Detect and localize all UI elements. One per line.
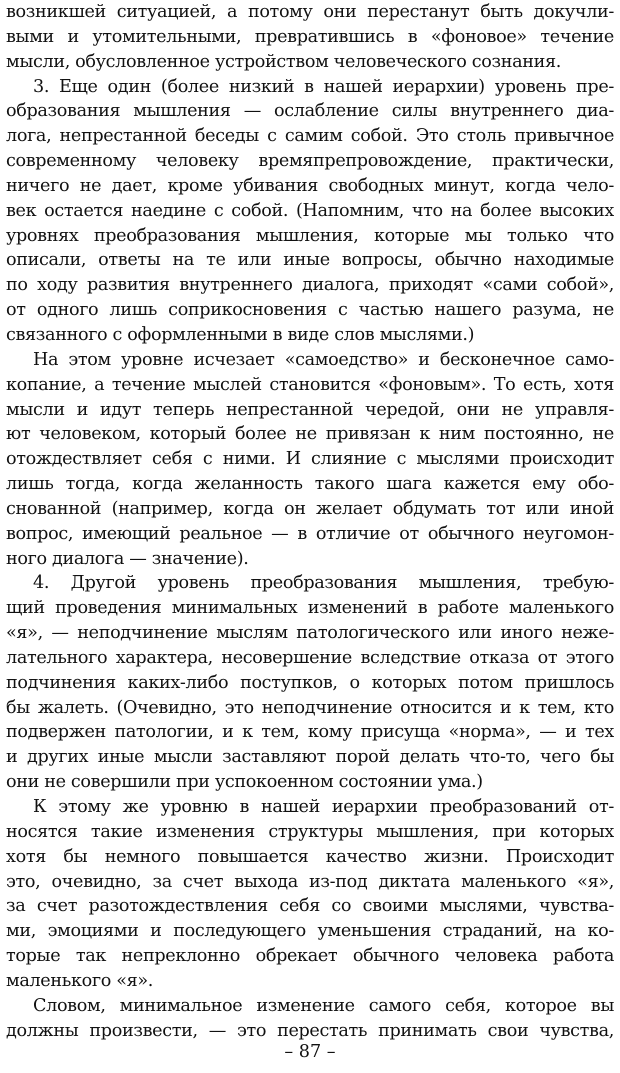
text-line: и других иные мысли заставляют порой делать что-то, чего бы <box>6 747 614 768</box>
text-line: связанного с оформленными в виде слов мыслями.) <box>6 324 475 345</box>
text-line: век остается наедине с собой. (Напомним, что на более высоких <box>6 200 614 221</box>
paragraph <box>6 75 614 348</box>
text-line: ничего не дает, кроме убивания свободных минут, когда чело- <box>6 175 614 196</box>
text-line: 4. Другой уровень преобразования мышления, требую- <box>33 573 614 594</box>
text-line: копание, а течение мыслей становится «фоновым». То есть, хотя <box>6 374 614 395</box>
text-line: «я», — неподчинение мыслям патологического или иного неже- <box>6 623 614 644</box>
text-line: от одного лишь соприкосновения с частью нашего разума, не <box>6 300 614 321</box>
text-line: подчинения каких-либо поступков, о которых потом пришлось <box>6 672 614 693</box>
text-line: это, очевидно, за счет выхода из-под диктата маленького «я», <box>6 871 614 892</box>
text-line: 3. Еще один (более низкий в нашей иерархии) уровень пре- <box>33 76 614 97</box>
text-line: щий проведения минимальных изменений в работе маленького <box>6 598 614 619</box>
text-line: уровнях преобразования мышления, которые мы только что <box>6 225 614 246</box>
paragraph <box>6 795 614 994</box>
paragraph <box>6 994 614 1044</box>
body-text <box>6 0 614 1043</box>
text-line: по ходу развития внутреннего диалога, приходят «сами собой», <box>6 275 614 296</box>
text-line: ного диалога — значение). <box>6 548 249 569</box>
text-line: снованной (например, когда он желает обдумать тот или иной <box>6 498 614 519</box>
text-line: маленького «я». <box>6 970 154 991</box>
text-line: выми и утомительными, превратившись в «фоновое» течение <box>6 26 614 47</box>
text-line: носятся такие изменения структуры мышления, при которых <box>6 821 614 842</box>
text-line: лательного характера, несовершение вследствие отказа от этого <box>6 647 614 668</box>
text-line: образования мышления — ослабление силы внутреннего диа- <box>6 101 614 122</box>
text-line: мысли и идут теперь непрестанной чередой, они не управля- <box>6 399 614 420</box>
text-line: бы жалеть. (Очевидно, это неподчинение относится и к тем, кто <box>6 697 614 718</box>
text-line: описали, ответы на те или иные вопросы, обычно находимые <box>6 250 614 271</box>
paragraph <box>6 0 614 75</box>
text-line: за счет разотождествления себя со своими мыслями, чувства- <box>6 896 614 917</box>
text-line: лишь тогда, когда желанность такого шага кажется ему обо- <box>6 474 614 495</box>
text-line: они не совершили при успокоенном состоянии ума.) <box>6 772 483 793</box>
text-line: торые так непреклонно обрекает обычного человека работа <box>6 946 614 967</box>
text-line: К этому же уровню в нашей иерархии преобразований от- <box>33 797 614 817</box>
text-line: должны произвести, — это перестать принимать свои чувства, <box>6 1020 614 1041</box>
text-line: Словом, минимальное изменение самого себя, которое вы <box>33 995 614 1016</box>
text-line: подвержен патологии, и к тем, кому присуща «норма», — и тех <box>6 722 614 743</box>
page-number: – 87 – <box>284 1042 336 1062</box>
text-line: вопрос, имеющий реальное — в отличие от обычного неугомон- <box>6 523 614 544</box>
text-line: современному человеку времяпрепровождение, практически, <box>6 151 614 172</box>
text-line: ми, эмоциями и последующего уменьшения страданий, на ко- <box>6 921 614 942</box>
text-line: отождествляет себя с ними. И слияние с мыслями происходит <box>6 449 614 470</box>
text-line: ют человеком, который более не привязан к ним постоянно, не <box>6 424 614 445</box>
text-line: хотя бы немного повышается качество жизни. Происходит <box>6 846 614 867</box>
text-line: возникшей ситуацией, а потому они перестанут быть докучли- <box>6 2 614 22</box>
text-line: лога, непрестанной беседы с самим собой. Это столь привычное <box>6 126 614 147</box>
paragraph <box>6 348 614 572</box>
text-line: мысли, обусловленное устройством человеческого сознания. <box>6 51 562 72</box>
text-line: На этом уровне исчезает «самоедство» и бесконечное само- <box>33 349 614 370</box>
paragraph <box>6 571 614 795</box>
